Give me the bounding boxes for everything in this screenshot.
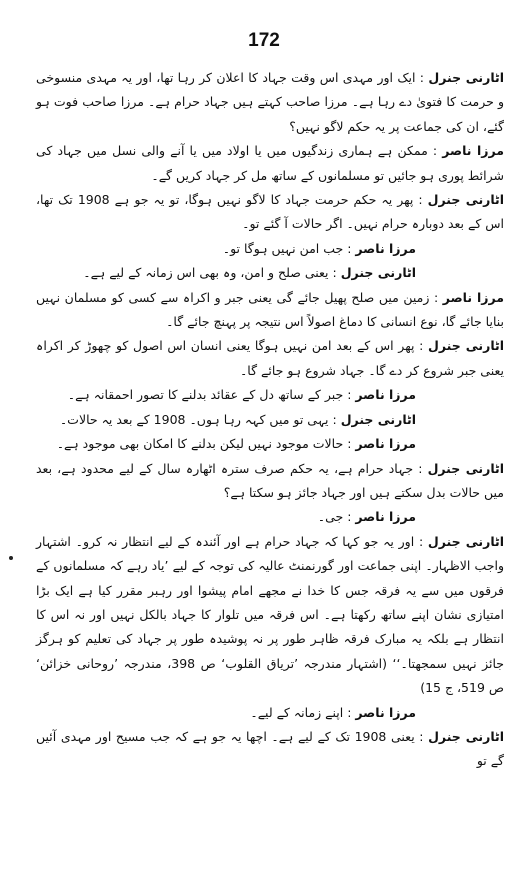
page-number: 172 [248, 30, 280, 51]
speech-text: جہاد حرام ہے، یہ حکم صرف سترہ اٹھارہ سال کے لیے محدود ہے، بعد میں حالات بدل سکتے ہیں اور جہاد جائز ہو سکتا ہے؟ [36, 460, 504, 500]
speech-text: یعنی صلح و امن، وہ بھی اس زمانہ کے لیے ہے۔ [83, 265, 329, 281]
speaker-name: مرزا ناصر : [429, 290, 504, 305]
dialogue-paragraph [36, 139, 504, 188]
speech-text: یہی تو میں کہہ رہا ہوں۔ 1908 کے بعد یہ حالات۔ [59, 411, 329, 427]
dialogue-paragraph [36, 408, 504, 432]
speaker-name: اٹارنی جنرل : [415, 729, 504, 744]
speaker-name: اٹارنی جنرل : [415, 70, 504, 85]
speech-text: حالات موجود نہیں لیکن بدلنے کا امکان بھی موجود ہے۔ [56, 436, 344, 452]
speech-text: اور یہ جو کہا کہ جہاد حرام ہے اور آئندہ کے لیے انتظار نہ کرو۔ اشتہار واجب الاظہار۔ اپنی جماعت اور گورنمنٹ عالیہ کی توجہ کے لیے ’یاد رہے کہ مسلمانوں کے فرقوں میں سے یہ فرقہ جس کا خدا نے مجھے امام پیشوا اور رہبر مقرر کیا ہے ایک بڑا امتیازی نشان اپنے ساتھ رکھتا ہے۔ اس فرقہ میں تلوار کا جہاد بالکل نہیں اور نہ اس کا انتظار ہے بلکہ یہ مبارک فرقہ ظاہر طور پر نہ پوشیدہ طور پر جہاد کی تعلیم کو ہرگز جائز نہیں سمجھتا۔‘‘ (اشتہار مندرجہ ’تریاق القلوب‘ ص 398، مندرجہ ’روحانی خزائن‘ ص 519، ج 15) [36, 533, 504, 696]
dialogue-paragraph [36, 530, 504, 701]
speech-text: پھر یہ حکم حرمت جہاد کا لاگو نہیں ہوگا، تو یہ جو ہے 1908 تک تھا، اس کے بعد دوبارہ حرام نہیں۔ اگر حالات آ گئے تو۔ [36, 192, 504, 232]
dialogue-paragraph [36, 286, 504, 335]
speaker-name: مرزا ناصر : [428, 143, 504, 158]
speech-text: اپنے زمانہ کے لیے۔ [250, 704, 344, 720]
speaker-name: مرزا ناصر : [343, 436, 416, 451]
speaker-name: اٹارنی جنرل : [329, 412, 416, 427]
dialogue-paragraph [36, 383, 504, 407]
speech-text: ایک اور مہدی اس وقت جہاد کا اعلان کر رہا تھا، اور یہ مہدی منسوخی و حرمت کا فتویٰ دے رہا ہے۔ مرزا صاحب کہتے ہیں جہاد حرام ہے۔ مرزا صاحب فوت ہو گئے، ان کی جماعت پر یہ حکم لاگو نہیں؟ [36, 70, 504, 134]
speech-text: جب امن نہیں ہوگا تو۔ [222, 240, 344, 256]
dialogue-paragraph [36, 701, 504, 725]
speaker-name: اٹارنی جنرل : [329, 265, 416, 280]
page-body [36, 66, 504, 774]
speaker-name: مرزا ناصر : [343, 509, 416, 524]
speech-text: پھر اس کے بعد امن نہیں ہوگا یعنی انسان اس اصول کو چھوڑ کر اکراہ یعنی جبر شروع کر دے گا۔ جہاد شروع ہو جائے گا۔ [36, 338, 504, 378]
dialogue-paragraph [36, 457, 504, 506]
dialogue-paragraph [36, 237, 504, 261]
speaker-name: اٹارنی جنرل : [414, 338, 504, 353]
speaker-name: مرزا ناصر : [343, 705, 416, 720]
speech-text: ممکن ہے ہماری زندگیوں میں یا اولاد میں یا آنے والی نسل میں جہاد کی شرائط پوری ہو جائیں تو مسلمانوں کے ساتھ مل کر جہاد کریں گے۔ [36, 143, 504, 183]
dialogue-paragraph [36, 66, 504, 139]
dialogue-paragraph [36, 432, 504, 456]
dialogue-paragraph [36, 505, 504, 529]
speech-text: جبر کے ساتھ دل کے عقائد بدلنے کا تصور احمقانہ ہے۔ [67, 387, 344, 403]
speech-text: جی۔ [317, 509, 344, 525]
margin-dot [9, 556, 13, 560]
speaker-name: اٹارنی جنرل : [414, 534, 504, 549]
speech-text: یعنی 1908 تک کے لیے ہے۔ اچھا یہ جو ہے کہ جب مسیح اور مہدی آئیں گے تو [36, 728, 504, 769]
dialogue-paragraph [36, 188, 504, 237]
speaker-name: اٹارنی جنرل : [413, 192, 504, 207]
dialogue-paragraph [36, 261, 504, 285]
dialogue-paragraph [36, 725, 504, 774]
speaker-name: مرزا ناصر : [343, 387, 416, 402]
speaker-name: مرزا ناصر : [343, 241, 416, 256]
speech-text: زمین میں صلح پھیل جائے گی یعنی جبر و اکراہ سے کسی کو مسلمان نہیں بنایا جائے گا، نوع انسانی کا دماغ اصولاً اس نتیجہ پر پہنچ جائے گا۔ [36, 289, 504, 330]
dialogue-paragraph [36, 334, 504, 383]
speaker-name: اٹارنی جنرل : [413, 461, 504, 476]
